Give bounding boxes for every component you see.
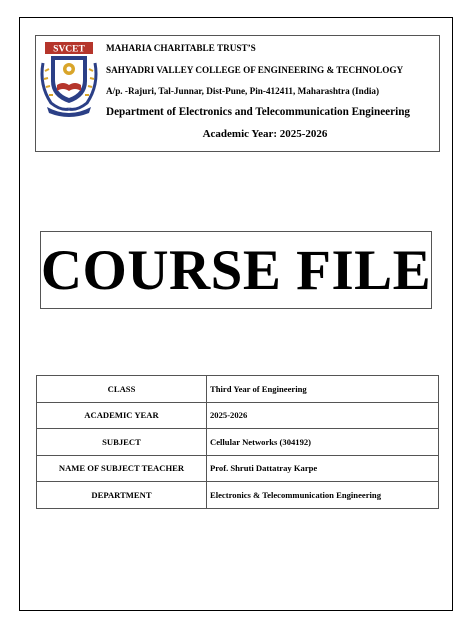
title-box xyxy=(40,231,432,309)
college-logo-icon xyxy=(37,41,101,119)
document-title: COURSE FILE xyxy=(40,238,432,302)
row-value: Electronics & Telecommunication Engineering xyxy=(207,482,439,509)
row-value: Cellular Networks (304192) xyxy=(207,429,439,456)
college-address: A/p. -Rajuri, Tal-Junnar, Dist-Pune, Pin-412411, Maharashtra (India) xyxy=(106,86,380,96)
table-row xyxy=(37,376,439,403)
course-info-table xyxy=(36,375,439,509)
table-row xyxy=(37,402,439,429)
college-name: SAHYADRI VALLEY COLLEGE OF ENGINEERING & TECHNOLOGY xyxy=(106,65,404,75)
row-label: CLASS xyxy=(37,376,207,403)
row-value: 2025-2026 xyxy=(207,402,439,429)
logo-text: SVCET xyxy=(53,44,85,55)
row-label: DEPARTMENT xyxy=(37,482,207,509)
row-label: NAME OF SUBJECT TEACHER xyxy=(37,455,207,482)
academic-year: Academic Year: 2025-2026 xyxy=(202,128,328,140)
table-row xyxy=(37,482,439,509)
row-value: Prof. Shruti Dattatray Karpe xyxy=(207,455,439,482)
table-row xyxy=(37,455,439,482)
row-value: Third Year of Engineering xyxy=(207,376,439,403)
trust-name: MAHARIA CHARITABLE TRUST’S xyxy=(106,43,256,53)
table-row xyxy=(37,429,439,456)
row-label: SUBJECT xyxy=(37,429,207,456)
row-label: ACADEMIC YEAR xyxy=(37,402,207,429)
department-name: Department of Electronics and Telecommunication Engineering xyxy=(106,106,411,118)
